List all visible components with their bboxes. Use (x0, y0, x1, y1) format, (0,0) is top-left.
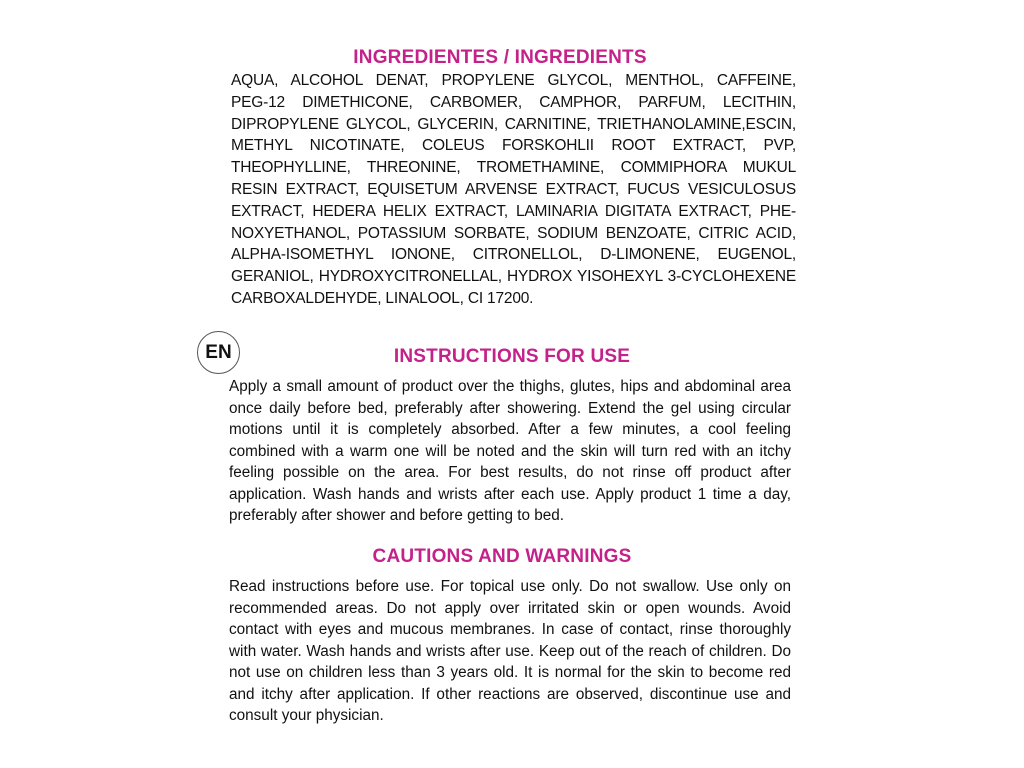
language-badge: EN (197, 331, 240, 374)
ingredients-heading: INGREDIENTES / INGREDIENTS (353, 47, 647, 68)
instructions-heading: INSTRUCTIONS FOR USE (393, 346, 631, 367)
ingredients-line: THEOPHYLLINE, THREONINE, TROMETHAMINE, COMMIPHORA MUKUL (231, 159, 796, 177)
cautions-text: Read instructions before use. For topical use only. Do not swallow. Use only on recommended areas. Do not apply over irritated skin or open wounds. Avoid contact with eyes and mucous membranes. In case of contact, rinse thoroughly with water. Wash hands and wrists after use. Keep out of the reach of children. Do not use on children less than 3 years old. It is normal for the skin to become red and itchy after application. If other reactions are observed, discontinue use and consult your physician. (229, 578, 791, 724)
ingredients-line: PEG-12 DIMETHICONE, CARBOMER, CAMPHOR, PARFUM, LECITHIN, (231, 93, 796, 111)
ingredients-line: DIPROPYLENE GLYCOL, GLYCERIN, CARNITINE, TRIETHANOLAMINE,ESCIN, (231, 115, 796, 133)
ingredients-line: EXTRACT, HEDERA HELIX EXTRACT, LAMINARIA DIGITATA EXTRACT, PHE- (231, 202, 796, 220)
ingredients-line: AQUA, ALCOHOL DENAT, PROPYLENE GLYCOL, MENTHOL, CAFFEINE, (231, 72, 796, 89)
ingredients-line: METHYL NICOTINATE, COLEUS FORSKOHLII ROOT EXTRACT, PVP, (231, 137, 796, 155)
ingredients-line: RESIN EXTRACT, EQUISETUM ARVENSE EXTRACT, FUCUS VESICULOSUS (231, 180, 796, 198)
ingredients-line: GERANIOL, HYDROXYCITRONELLAL, HYDROX YISOHEXYL 3-CYCLOHEXENE (231, 268, 796, 286)
ingredients-list (231, 70, 796, 310)
ingredients-line: ALPHA-ISOMETHYL IONONE, CITRONELLOL, D-LIMONENE, EUGENOL, (231, 246, 796, 264)
ingredients-line: CARBOXALDEHYDE, LINALOOL, CI 17200. (231, 289, 534, 307)
ingredients-line: NOXYETHANOL, POTASSIUM SORBATE, SODIUM BENZOATE, CITRIC ACID, (231, 224, 796, 242)
cautions-heading: CAUTIONS AND WARNINGS (372, 546, 632, 567)
instructions-text: Apply a small amount of product over the thighs, glutes, hips and abdominal area once daily before bed, preferably after showering. Extend the gel using circular motions until it is completely absorbed. After a few minutes, a cool feeling combined with a warm one will be noted and the skin will turn red with an itchy feeling possible on the area. For best results, do not rinse off product after application. Wash hands and wrists after each use. Apply product 1 time a day, preferably after shower and before getting to bed. (229, 378, 791, 524)
